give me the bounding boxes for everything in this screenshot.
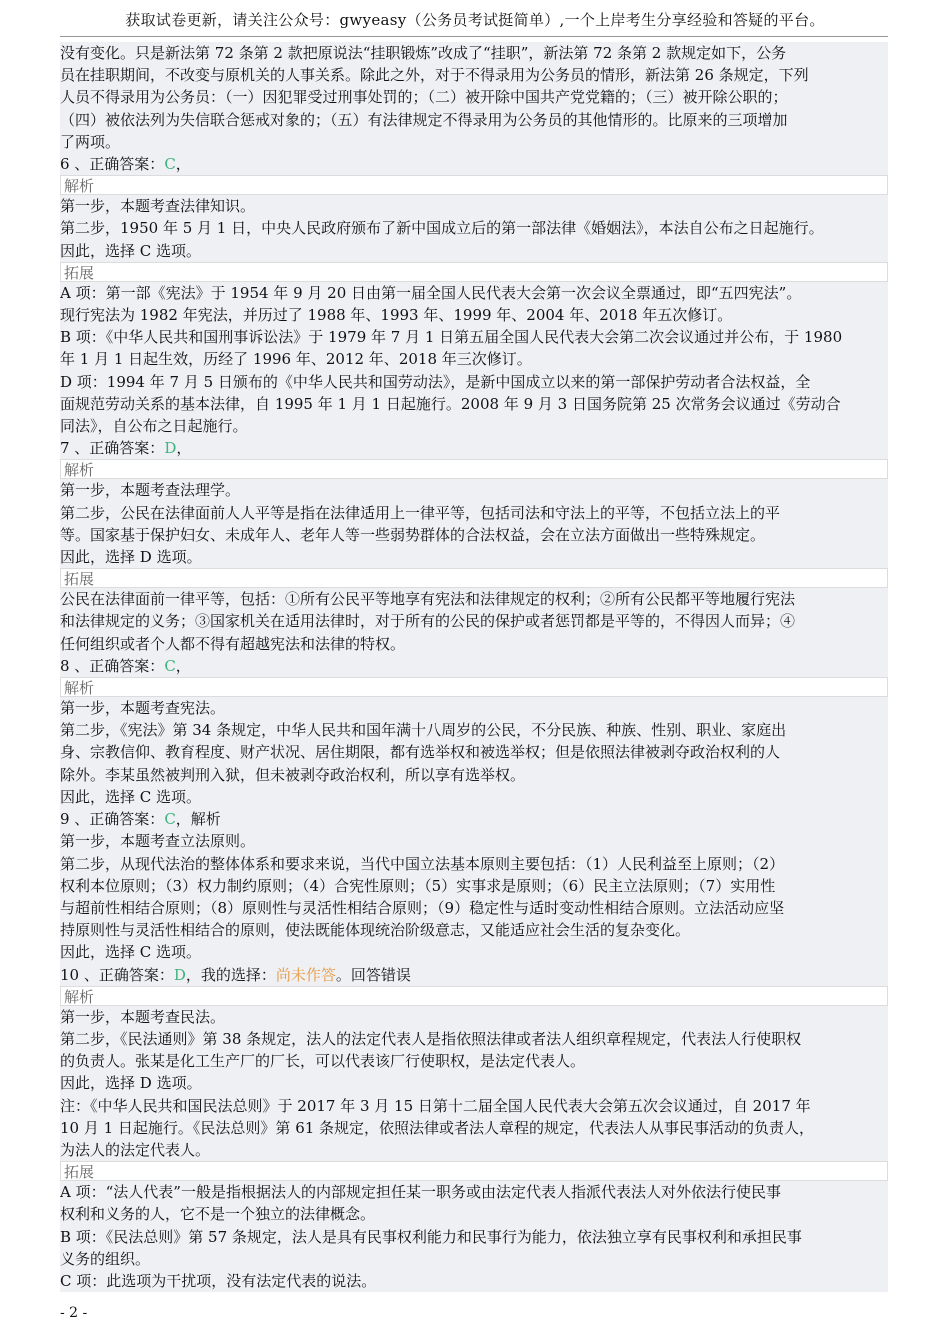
correct-answer: C — [164, 155, 176, 174]
text-line: 第二步，1950 年 5 月 1 日，中央人民政府颁布了新中国成立后的第一部法律《婚姻法》，本法自公布之日起施行。 — [60, 219, 824, 238]
text-line: 没有变化。只是新法第 72 条第 2 款把原说法“挂职锻炼”改成了“挂职”，新法第 72 条第 2 款规定如下，公务 — [60, 44, 787, 62]
extension-label-q7: 拓展 — [60, 568, 888, 588]
text-line: 人员不得录用为公务员：（一）因犯罪受过刑事处罚的；（二）被开除中国共产党党籍的；（三）被开除公职的； — [60, 88, 788, 107]
extension-q7 — [60, 588, 888, 655]
text-line: 权利和义务的人，它不是一个独立的法律概念。 — [60, 1205, 376, 1224]
text-line: 和法律规定的义务；③国家机关在适用法律时，对于所有的公民的保护或者惩罚都是平等的，不得因人而异；④ — [60, 612, 796, 631]
text-line: 第一步，本题考查立法原则。 — [60, 832, 256, 851]
answer-suffix: ， — [175, 155, 191, 174]
text-line: 因此，选择 C 选项。 — [60, 943, 202, 962]
text-line: 了两项。 — [60, 132, 121, 151]
answer-suffix: ，解析 — [175, 810, 221, 829]
text-line: C 项：此选项为干扰项，没有法定代表的说法。 — [60, 1271, 377, 1290]
text-line: 第二步，公民在法律面前人人平等是指在法律适用上一律平等，包括司法和守法上的平等，不包括立法上的平 — [60, 503, 781, 522]
text-line: 除外。李某虽然被判刑入狱，但未被剥夺政治权利，所以享有选举权。 — [60, 765, 526, 784]
text-line: 第二步，从现代法治的整体体系和要求来说，当代中国立法基本原则主要包括：（1）人民利益至上原则；（2） — [60, 854, 785, 873]
text-line: 第一步，本题考查宪法。 — [60, 699, 226, 718]
text-line: 任何组织或者个人都不得有超越宪法和法律的特权。 — [60, 634, 406, 653]
text-line: 第一步，本题考查法律知识。 — [60, 197, 256, 216]
text-line: 与超前性相结合原则；（8）原则性与灵活性相结合原则；（9）稳定性与适时变动性相结合原则。立法活动应坚 — [60, 898, 785, 917]
answer-suffix: ， — [176, 439, 192, 458]
answer-line-q9 — [60, 808, 888, 830]
text-line: 因此，选择 C 选项。 — [60, 787, 202, 806]
answer-prefix: 6 、正确答案： — [60, 155, 165, 174]
answer-line-q7 — [60, 437, 888, 459]
text-line: 第二步，《民法通则》第 38 条规定，法人的法定代表人是指依照法律或者法人组织章程规定，代表法人行使职权 — [60, 1029, 802, 1048]
text-line: 注：《中华人民共和国民法总则》于 2017 年 3 月 15 日第十二届全国人民代表大会第五次会议通过，自 2017 年 — [60, 1096, 811, 1115]
answer-prefix: 9 、正确答案： — [60, 810, 165, 829]
correct-answer: D — [164, 439, 177, 458]
header-divider — [60, 36, 888, 37]
answer-line-q8 — [60, 655, 888, 677]
answer-line-q10 — [60, 964, 888, 986]
extension-q6 — [60, 282, 888, 437]
analysis-q8 — [60, 697, 888, 808]
answer-line-q6 — [60, 153, 888, 175]
text-line: 年 1 月 1 日起生效，历经了 1996 年、2012 年、2018 年三次修订。 — [60, 350, 532, 369]
text-line: 员在挂职期间，不改变与原机关的人事关系。除此之外，对于不得录用为公务员的情形，新法第 26 条规定，下列 — [60, 66, 809, 85]
text-line: 等。国家基于保护妇女、未成年人、老年人等一些弱势群体的合法权益，会在立法方面做出一些特殊规定。 — [60, 525, 766, 544]
analysis-q6 — [60, 195, 888, 262]
text-line: 10 月 1 日起施行。《民法总则》第 61 条规定，依照法律或者法人章程的规定，代表法人从事民事活动的负责人， — [60, 1118, 815, 1137]
answer-prefix: 7 、正确答案： — [60, 439, 165, 458]
text-line: 义务的组织。 — [60, 1249, 151, 1268]
text-line: 现行宪法为 1982 年宪法，并历过了 1988 年、1993 年、1999 年、2004 年、2018 年五次修订。 — [60, 306, 733, 325]
page-header: 获取试卷更新，请关注公众号：gwyeasy（公务员考试挺简单）,一个上岸考生分享经验和答疑的平台。 — [125, 11, 825, 29]
answer-prefix: 8 、正确答案： — [60, 656, 165, 675]
text-line: 第二步，《宪法》第 34 条规定，中华人民共和国年满十八周岁的公民，不分民族、种族、性别、职业、家庭出 — [60, 721, 787, 740]
analysis-label-q8: 解析 — [60, 677, 888, 697]
text-line: 身、宗教信仰、教育程度、财产状况、居住期限，都有选举权和被选举权；但是依照法律被剥夺政治权利的人 — [60, 743, 781, 762]
text-line: 因此，选择 D 选项。 — [60, 548, 202, 567]
text-line: B 项：《民法总则》第 57 条规定，法人是具有民事权利能力和民事行为能力，依法独立享有民事权利和承担民事 — [60, 1227, 802, 1246]
correct-answer: C — [164, 656, 176, 675]
answer-prefix: 10 、正确答案： — [60, 965, 174, 984]
correct-answer: D — [173, 965, 186, 984]
text-line: 因此，选择 D 选项。 — [60, 1074, 202, 1093]
analysis-q7 — [60, 479, 888, 568]
text-line: D 项：1994 年 7 月 5 日颁布的《中华人民共和国劳动法》，是新中国成立以来的第一部保护劳动者合法权益，全 — [60, 372, 811, 391]
text-line: 为法人的法定代表人。 — [60, 1140, 211, 1159]
text-line: B 项：《中华人民共和国刑事诉讼法》于 1979 年 7 月 1 日第五届全国人民代表大会第二次会议通过并公布，于 1980 — [60, 328, 843, 347]
extension-label-q6: 拓展 — [60, 262, 888, 282]
text-line: 因此，选择 C 选项。 — [60, 241, 202, 260]
text-line: 第一步，本题考查法理学。 — [60, 481, 241, 500]
page-number: - 2 - — [60, 1305, 88, 1321]
analysis-label-q7: 解析 — [60, 459, 888, 479]
answer-result: 。回答错误 — [335, 965, 411, 984]
text-line: 面规范劳动关系的基本法律，自 1995 年 1 月 1 日起施行。2008 年 9 月 3 日国务院第 25 次常务会议通过《劳动合 — [60, 394, 841, 413]
text-line: 公民在法律面前一律平等，包括：①所有公民平等地享有宪法和法律规定的权利；②所有公民都平等地履行宪法 — [60, 590, 796, 609]
text-line: 第一步，本题考查民法。 — [60, 1007, 226, 1026]
my-choice-label: ，我的选择： — [185, 965, 276, 984]
answer-suffix: ， — [175, 656, 191, 675]
text-line: A 项：第一部《宪法》于 1954 年 9 月 20 日由第一届全国人民代表大会第一次会议全票通过，即“五四宪法”。 — [60, 283, 802, 302]
correct-answer: C — [164, 810, 176, 829]
text-line: 权利本位原则；（3）权力制约原则；（4）合宪性原则；（5）实事求是原则；（6）民主立法原则；（7）实用性 — [60, 876, 776, 895]
extension-q10 — [60, 1181, 888, 1292]
extension-label-q10: 拓展 — [60, 1161, 888, 1181]
analysis-q9 — [60, 830, 888, 963]
text-line: A 项：“法人代表”一般是指根据法人的内部规定担任某一职务或由法定代表人指派代表法人对外依法行使民事 — [60, 1183, 781, 1202]
document-body — [60, 42, 888, 1292]
analysis-label-q10: 解析 — [60, 986, 888, 1006]
text-line: 持原则性与灵活性相结合的原则，使法既能体现统治阶级意志，又能适应社会生活的复杂变化。 — [60, 921, 691, 940]
intro-paragraph — [60, 42, 888, 153]
my-choice-status: 尚未作答 — [275, 965, 336, 984]
analysis-label-q6: 解析 — [60, 175, 888, 195]
analysis-q10 — [60, 1006, 888, 1161]
text-line: （四）被依法列为失信联合惩戒对象的；（五）有法律规定不得录用为公务员的其他情形的。比原来的三项增加 — [60, 110, 788, 129]
text-line: 同法》，自公布之日起施行。 — [60, 417, 248, 436]
text-line: 的负责人。张某是化工生产厂的厂长，可以代表该厂行使职权，是法定代表人。 — [60, 1052, 586, 1071]
